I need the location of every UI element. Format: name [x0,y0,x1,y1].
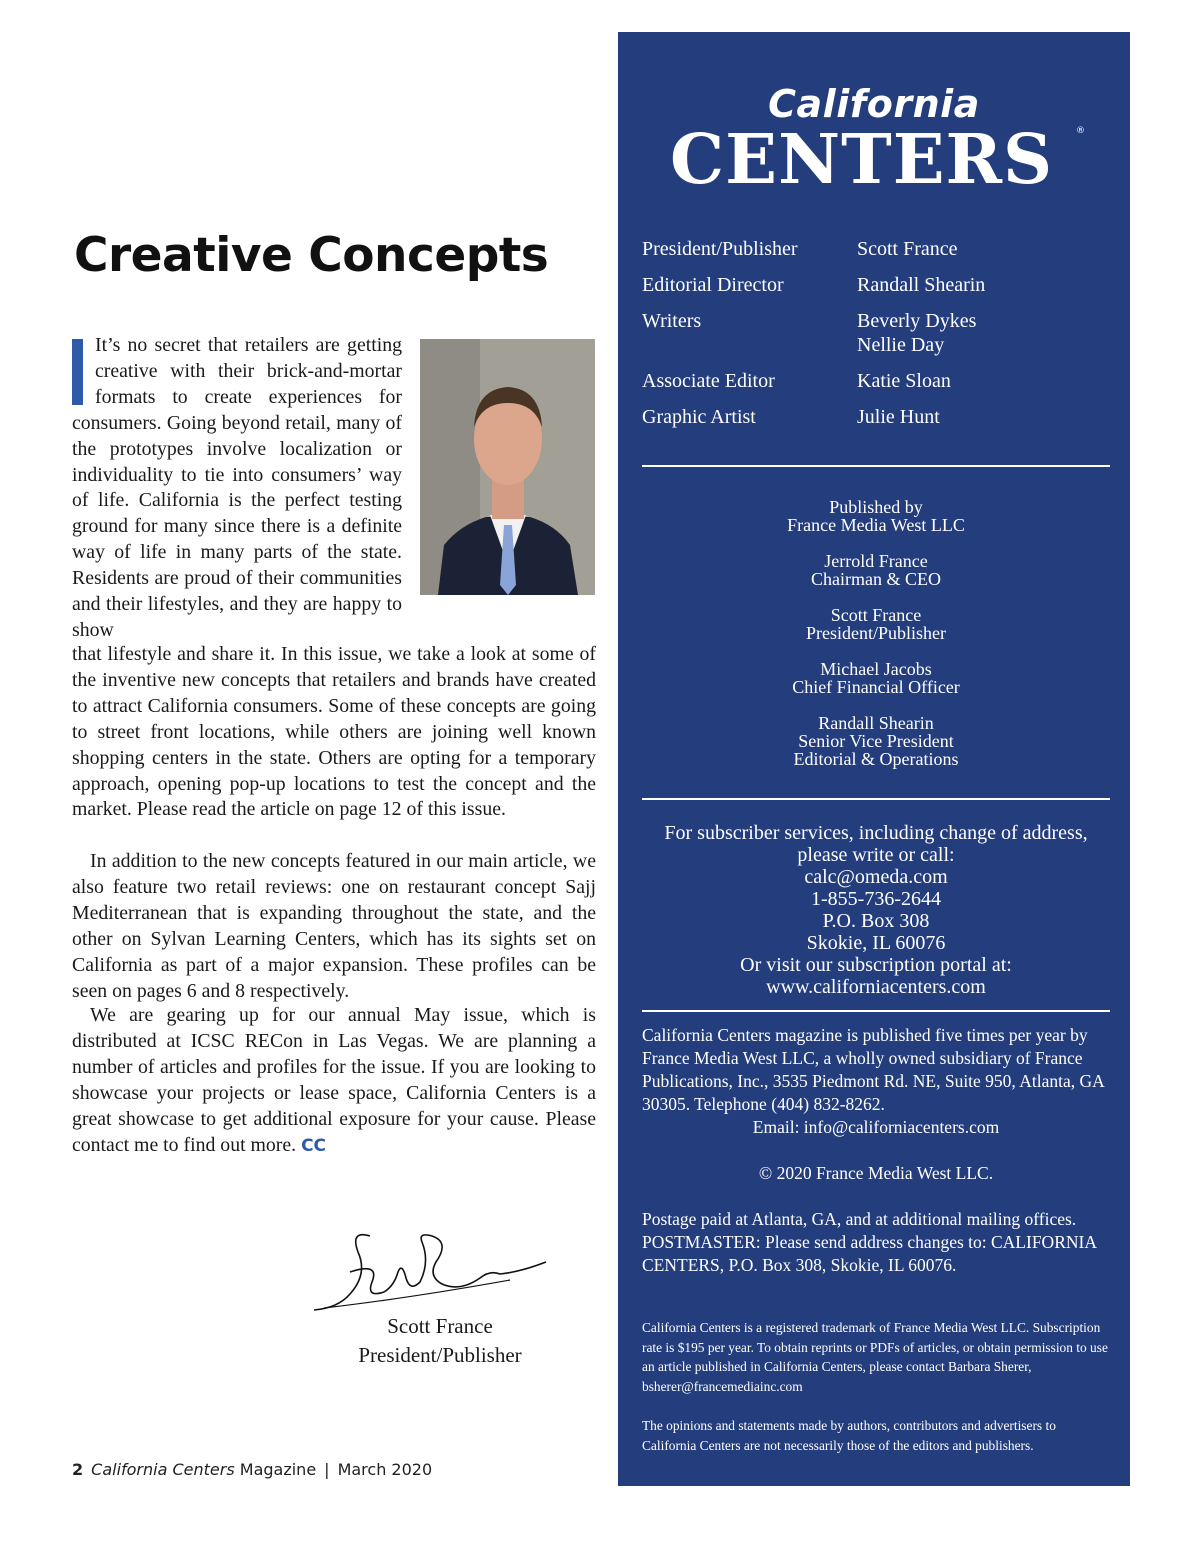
signature-image [310,1222,550,1322]
logo-main: CENTERS [670,120,1054,200]
footer-issue: March 2020 [337,1460,433,1479]
officer-entry: Scott France President/Publisher [806,605,946,643]
staff-list [642,237,1112,441]
registered-mark: ® [1076,126,1085,136]
publication-info [642,1024,1110,1277]
article-paragraph-3: In addition to the new concepts featured in our main article, we also feature two retail reviews: one on restaurant concept Sajj Mediterranean that is expanding throughout the state, and the other on Sylvan Learning Centers, which has its sights set on California as part of a major expansion. These profiles can be seen on pages 6 and 8 respectively. [72,850,596,1002]
signer-title: President/Publisher [358,1343,522,1367]
divider [642,798,1110,800]
publisher-photo [420,339,595,595]
officers-list [642,498,1110,786]
officer-entry: Randall Shearin Senior Vice President Editorial & Operations [793,713,959,769]
end-mark: CC [301,1135,327,1156]
footer-magazine-suffix: Magazine [239,1460,317,1479]
article-paragraph-1: It’s no secret that retailers are getting creative with their brick-and-mortar formats to create experiences for consumers. Going beyond retail, many of the prototypes involve localization or individuality to tie into consumers’ way of life. California is the perfect testing ground for many since there is a definite way of life in many parts of the state. Residents are proud of their communities and their lifestyles, and they are happy to show [72,334,402,641]
signature-block [300,1312,580,1370]
officer-entry: Michael Jacobs Chief Financial Officer [792,659,960,697]
disclaimer: The opinions and statements made by authors, contributors and advertisers to California Centers are not necessarily those of the editors and publishers. [642,1418,1056,1453]
subscriber-email: calc@omeda.com [804,866,948,888]
page-number: 2 [72,1460,84,1479]
trademark-notice: California Centers is a registered trademark of France Media West LLC. Subscription rate is $195 per year. To obtain reprints or PDFs of articles, or obtain permission to use an article published in California Centers, please contact Barbara Sherer, bsherer@francemediainc.com [642,1320,1108,1394]
subscriber-url: www.californiacenters.com [766,976,986,998]
masthead-panel [618,32,1130,1486]
postage-notice: Postage paid at Atlanta, GA, and at additional mailing offices. POSTMASTER: Please send address changes to: CALIFORNIA CENTERS, P.O. Box 308, Skokie, IL 60076. [642,1209,1097,1275]
logo-script: California [768,82,980,126]
copyright: © 2020 France Media West LLC. [758,1163,994,1183]
staff-row: President/Publisher Scott France [642,238,958,260]
page-footer [72,1460,432,1479]
subscriber-services: For subscriber services, including change of address, please write or call: calc@omeda.com 1-855-736-2644 P.O. Box 308 Skokie, IL 60076 Or visit our subscription portal at: www.californiacenters.com [642,822,1110,998]
officer-entry: Published by France Media West LLC [787,497,965,535]
drop-cap [72,339,83,405]
staff-row: Graphic Artist Julie Hunt [642,406,940,428]
subscriber-phone: 1-855-736-2644 [811,888,941,910]
officer-entry: Jerrold France Chairman & CEO [811,551,941,589]
publication-statement: California Centers magazine is published five times per year by France Media West LLC, a wholly owned subsidiary of France Publications, Inc., 3535 Piedmont Rd. NE, Suite 950, Atlanta, GA 30305. Telephone (404) 832-8262. [642,1025,1104,1114]
footer-magazine: California Centers [91,1460,235,1479]
divider [642,1010,1110,1012]
footer-separator: | [324,1460,330,1479]
publication-email: Email: info@californiacenters.com [752,1117,1000,1137]
article-paragraph-2: that lifestyle and share it. In this issue, we take a look at some of the inventive new concepts that retailers and brands have created to attract California consumers. Some of these concepts are going to street front locations, while others are joining well known shopping centers in the state. Others are opting for a temporary approach, opening pop-up locations to test the concept and the market. Please read the article on page 12 of this issue. [72,643,596,821]
staff-row: Associate Editor Katie Sloan [642,370,951,392]
staff-row: Writers Beverly Dykes Nellie Day [642,310,977,356]
divider [642,465,1110,467]
staff-row: Editorial Director Randall Shearin [642,274,986,296]
article-title: Creative Concepts [74,228,549,283]
signer-name: Scott France [387,1314,493,1338]
article-paragraph-4: We are gearing up for our annual May issue, which is distributed at ICSC RECon in Las Vegas. We are planning a number of articles and profiles for the issue. If you are looking to showcase your projects or lease space, California Centers is a great showcase to get additional exposure for your cause. Please contact me to find out more. CC [72,1004,596,1156]
